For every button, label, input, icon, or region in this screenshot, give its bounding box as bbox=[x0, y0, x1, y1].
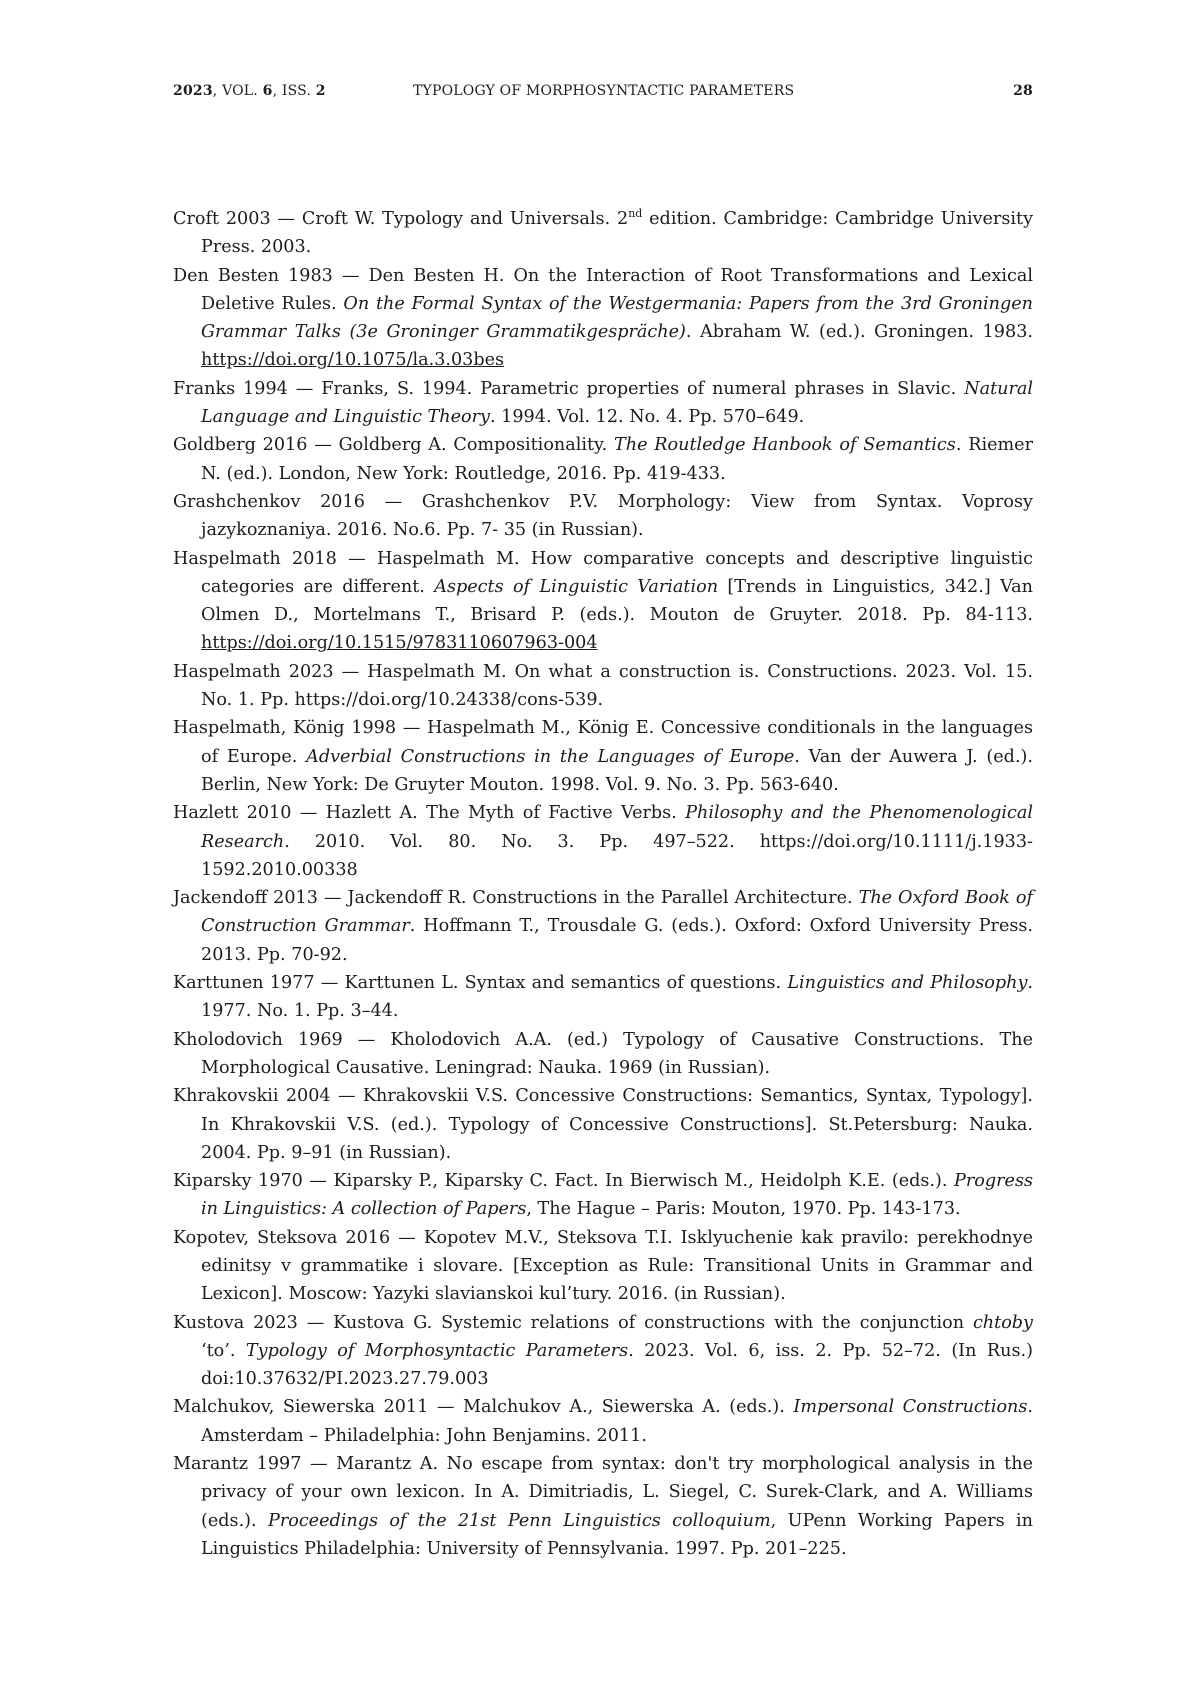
reference-marantz-1997 bbox=[173, 1450, 1033, 1563]
ref-text: Croft 2003 — Croft W. Typology and Universals. 2 bbox=[173, 209, 629, 229]
header-volume-number: 6 bbox=[262, 83, 273, 99]
ref-text: Hazlett 2010 — Hazlett A. The Myth of Factive Verbs. bbox=[173, 803, 686, 824]
reference-kustova-2023 bbox=[173, 1309, 1033, 1394]
ref-text: . 2023. Vol. 6, iss. 2. Pp. 52–72. (In Rus.) doi:10.37632/PI.2023.27.79.003 bbox=[201, 1340, 1033, 1390]
reference-malchukov-siewerska-2011 bbox=[173, 1393, 1033, 1450]
ref-text: . Abraham W. (ed.). Groningen. 1983. bbox=[685, 322, 1033, 343]
reference-jackendoff-2013 bbox=[173, 884, 1033, 969]
reference-kiparsky-1970 bbox=[173, 1167, 1033, 1224]
ref-text: . Hoffmann T., Trousdale G. (eds.). Oxford: Oxford University Press. 2013. Pp. 70-92. bbox=[201, 916, 1034, 965]
ref-text: . 2010. Vol. 80. No. 3. Pp. 497–522. https://doi.org/10.1111/j.1933-1592.2010.00338 bbox=[201, 831, 1033, 880]
reference-list bbox=[173, 205, 1033, 1563]
ref-text: . Amsterdam – Philadelphia: John Benjamins. 2011. bbox=[201, 1397, 1034, 1446]
ref-source-title: Proceedings of the 21st Penn Linguistics colloquium bbox=[267, 1510, 771, 1531]
header-issue-number: 2 bbox=[315, 83, 326, 99]
ref-text: edition. Cambridge: Cambridge University Press. 2003. bbox=[201, 209, 1034, 258]
ref-text: [Trends in Linguistics, 342.] Van Olmen D., Mortelmans T., Brisard P. (eds.). Mouton de Gruyter. 2018. Pp. 84-113. bbox=[201, 576, 1033, 626]
ref-source-title: Philosophy and the Phenomenological Research bbox=[201, 803, 1033, 852]
ref-text: , The Hague – Paris: Mouton, 1970. Pp. 143-173. bbox=[526, 1199, 961, 1220]
ref-text: . Riemer N. (ed.). London, New York: Routledge, 2016. Pp. 419-433. bbox=[201, 435, 1033, 484]
ref-source-title: On the Formal Syntax of the Westgermania: Papers from the 3rd Groningen Grammar Talks (3e Groninger Grammatikgespräche) bbox=[201, 293, 1033, 343]
ref-source-title: The Routledge Hanbook of Semantics bbox=[614, 435, 956, 456]
ref-text: , UPenn Working Papers in Linguistics Philadelphia: University of Pennsylvania. 1997. Pp. 201–225. bbox=[201, 1510, 1034, 1559]
reference-croft-2003 bbox=[173, 205, 1033, 262]
reference-khrakovskii-2004: Khrakovskii 2004 — Khrakovskii V.S. Concessive Constructions: Semantics, Syntax, Typology]. In Khrakovskii V.S. (ed.). Typology of Concessive Constructions]. St.Petersburg: Nauka. 2004. Pp. 9–91 (in Russian). bbox=[173, 1086, 1033, 1163]
ref-text: Karttunen 1977 — Karttunen L. Syntax and semantics of questions. bbox=[173, 973, 788, 994]
ref-source-title: Typology of Morphosyntactic Parameters bbox=[245, 1340, 629, 1361]
reference-goldberg-2016 bbox=[173, 431, 1033, 488]
ref-text: Den Besten 1983 — Den Besten H. On the Interaction of Root Transformations and Lexical Deletive Rules. bbox=[173, 265, 1033, 314]
ref-text: Haspelmath, König 1998 — Haspelmath M., König E. Concessive conditionals in the languages of Europe. bbox=[173, 718, 1033, 767]
doi-link[interactable]: https://doi.org/10.1515/9783110607963-004 bbox=[201, 633, 598, 654]
ref-source-title: The Oxford Book of Construction Grammar bbox=[201, 888, 1034, 937]
reference-kholodovich-1969: Kholodovich 1969 — Kholodovich A.A. (ed.) Typology of Causative Constructions. The Morphological Causative. Leningrad: Nauka. 1969 (in Russian). bbox=[173, 1029, 1033, 1078]
reference-haspelmath-2023: Haspelmath 2023 — Haspelmath M. On what a construction is. Constructions. 2023. Vol. 15. No. 1. Pp. https://doi.org/10.24338/cons-539. bbox=[173, 661, 1033, 711]
ref-source-title: Aspects of Linguistic Variation bbox=[434, 576, 719, 597]
reference-den-besten-1983 bbox=[173, 262, 1033, 375]
header-issue-label: , ISS. bbox=[272, 83, 316, 99]
ref-superscript: nd bbox=[628, 207, 643, 221]
ref-italic-term: chtoby bbox=[972, 1312, 1033, 1333]
ref-source-title: Impersonal Constructions bbox=[793, 1397, 1028, 1418]
ref-text: Kustova 2023 — Kustova G. Systemic relations of constructions with the conjunction bbox=[173, 1312, 973, 1333]
ref-source-title: Natural Language and Linguistic Theory bbox=[201, 378, 1033, 428]
reference-franks-1994 bbox=[173, 375, 1033, 432]
header-issue-info bbox=[173, 83, 326, 99]
reference-grashchenkov-2016: Grashchenkov 2016 — Grashchenkov P.V. Morphology: View from Syntax. Voprosy jazykoznaniya. 2016. No.6. Pp. 7- 35 (in Russian). bbox=[173, 491, 1033, 541]
ref-source-title: Linguistics and Philosophy bbox=[787, 973, 1028, 994]
ref-text: . 1994. Vol. 12. No. 4. Pp. 570–649. bbox=[489, 407, 805, 428]
ref-text: Jackendoff 2013 — Jackendoff R. Constructions in the Parallel Architecture. bbox=[173, 888, 859, 909]
ref-text: Haspelmath 2018 — Haspelmath M. How comparative concepts and descriptive linguistic categories are different. bbox=[173, 548, 1033, 597]
ref-text: Marantz 1997 — Marantz A. No escape from syntax: don't try morphological analysis in the privacy of your own lexicon. In A. Dimitriadis, L. Siegel, C. Surek-Clark, and A. Williams (eds.). bbox=[173, 1454, 1033, 1531]
ref-text: ‘to’. bbox=[201, 1340, 246, 1361]
reference-haspelmath-konig-1998 bbox=[173, 714, 1033, 799]
running-header bbox=[173, 83, 1033, 103]
ref-source-title: Progress in Linguistics: A collection of Papers bbox=[201, 1171, 1033, 1220]
ref-text: Malchukov, Siewerska 2011 — Malchukov A., Siewerska A. (eds.). bbox=[173, 1397, 794, 1418]
ref-text: Goldberg 2016 — Goldberg A. Compositionality. bbox=[173, 435, 615, 456]
page-number: 28 bbox=[1013, 83, 1033, 99]
reference-kopotev-steksova-2016: Kopotev, Steksova 2016 — Kopotev M.V., Steksova T.I. Isklyuchenie kak pravilo: perekhodnye edinitsy v grammatike i slovare. [Exception as Rule: Transitional Units in Grammar and Lexicon]. Moscow: Yazyki slavianskoi kul’tury. 2016. (in Russian). bbox=[173, 1227, 1033, 1305]
ref-text: . Van der Auwera J. (ed.). Berlin, New York: De Gruyter Mouton. 1998. Vol. 9. No. 3. Pp. 563-640. bbox=[201, 746, 1033, 795]
reference-hazlett-2010 bbox=[173, 799, 1033, 884]
header-year: 2023 bbox=[173, 83, 213, 99]
reference-karttunen-1977 bbox=[173, 969, 1033, 1026]
reference-haspelmath-2018 bbox=[173, 545, 1033, 658]
ref-text: Franks 1994 — Franks, S. 1994. Parametric properties of numeral phrases in Slavic. bbox=[173, 378, 965, 399]
ref-source-title: Adverbial Constructions in the Languages of Europe bbox=[306, 746, 795, 767]
ref-text: Kiparsky 1970 — Kiparsky P., Kiparsky C. Fact. In Bierwisch M., Heidolph K.E. (eds.). bbox=[173, 1171, 955, 1192]
doi-link[interactable]: https://doi.org/10.1075/la.3.03bes bbox=[201, 350, 505, 371]
header-journal-title: TYPOLOGY OF MORPHOSYNTACTIC PARAMETERS bbox=[413, 83, 795, 99]
header-volume-label: , VOL. bbox=[212, 83, 263, 99]
ref-text: . 1977. No. 1. Pp. 3–44. bbox=[201, 973, 1033, 1022]
